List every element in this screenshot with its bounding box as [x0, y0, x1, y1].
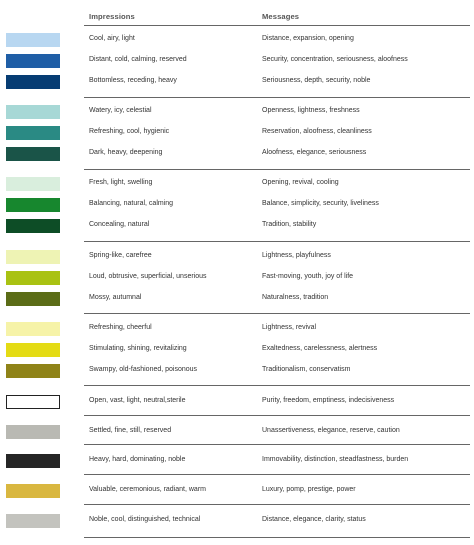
messages-cell: Distance, expansion, opening [262, 35, 354, 42]
messages-cell: Openness, lightness, freshness [262, 107, 360, 114]
impressions-cell: Watery, icy, celestial [89, 107, 152, 114]
impressions-header: Impressions [89, 12, 135, 21]
table-row [0, 511, 474, 531]
messages-cell: Security, concentration, seriousness, aloofness [262, 56, 408, 63]
messages-cell: Immovability, distinction, steadfastness, burden [262, 456, 409, 463]
impressions-cell: Mossy, autumnal [89, 294, 142, 301]
messages-cell: Purity, freedom, emptiness, indecisiveness [262, 397, 395, 404]
group-divider [84, 444, 470, 445]
table-row [0, 123, 474, 143]
messages-cell: Reservation, aloofness, cleanliness [262, 128, 372, 135]
header-divider [84, 25, 470, 26]
impressions-cell: Open, vast, light, neutral,sterile [89, 397, 186, 404]
table-row [0, 144, 474, 164]
table-row [0, 72, 474, 92]
impressions-cell: Loud, obtrusive, superficial, unserious [89, 273, 207, 280]
messages-cell: Traditionalism, conservatism [262, 366, 351, 373]
group-divider [84, 169, 470, 170]
color-swatch [6, 395, 60, 409]
impressions-cell: Settled, fine, still, reserved [89, 427, 172, 434]
table-row [0, 102, 474, 122]
table-row [0, 392, 474, 412]
group-divider [84, 504, 470, 505]
color-swatch [6, 250, 60, 264]
impressions-cell: Refreshing, cheerful [89, 324, 152, 331]
group-divider [84, 474, 470, 475]
messages-cell: Naturalness, tradition [262, 294, 329, 301]
color-swatch [6, 271, 60, 285]
messages-cell: Lightness, revival [262, 324, 317, 331]
impressions-cell: Heavy, hard, dominating, noble [89, 456, 186, 463]
messages-cell: Tradition, stability [262, 221, 317, 228]
group-divider [84, 415, 470, 416]
table-row [0, 422, 474, 442]
messages-cell: Distance, elegance, clarity, status [262, 516, 366, 523]
table-row [0, 319, 474, 339]
group-divider [84, 537, 470, 538]
color-swatch [6, 54, 60, 68]
messages-cell: Opening, revival, cooling [262, 179, 339, 186]
messages-cell: Unassertiveness, elegance, reserve, caution [262, 427, 400, 434]
color-swatch [6, 454, 60, 468]
color-swatch [6, 147, 60, 161]
impressions-cell: Distant, cold, calming, reserved [89, 56, 187, 63]
table-row [0, 361, 474, 381]
impressions-cell: Balancing, natural, calming [89, 200, 174, 207]
impressions-cell: Fresh, light, swelling [89, 179, 153, 186]
impressions-cell: Valuable, ceremonious, radiant, warm [89, 486, 206, 493]
messages-cell: Exaltedness, carelessness, alertness [262, 345, 378, 352]
color-swatch [6, 33, 60, 47]
color-swatch [6, 219, 60, 233]
color-swatch [6, 514, 60, 528]
impressions-cell: Dark, heavy, deepening [89, 149, 163, 156]
color-swatch [6, 105, 60, 119]
color-swatch [6, 292, 60, 306]
table-row [0, 268, 474, 288]
impressions-cell: Cool, airy, light [89, 35, 135, 42]
color-swatch [6, 425, 60, 439]
color-swatch [6, 364, 60, 378]
messages-cell: Fast-moving, youth, joy of life [262, 273, 354, 280]
group-divider [84, 385, 470, 386]
color-swatch [6, 198, 60, 212]
table-row [0, 195, 474, 215]
messages-cell: Luxury, pomp, prestige, power [262, 486, 356, 493]
group-divider [84, 313, 470, 314]
impressions-cell: Stimulating, shining, revitalizing [89, 345, 187, 352]
table-row [0, 51, 474, 71]
messages-cell: Aloofness, elegance, seriousness [262, 149, 367, 156]
impressions-cell: Refreshing, cool, hygienic [89, 128, 170, 135]
color-swatch [6, 126, 60, 140]
color-swatch [6, 177, 60, 191]
color-swatch [6, 75, 60, 89]
table-row [0, 340, 474, 360]
messages-header: Messages [262, 12, 300, 21]
table-row [0, 174, 474, 194]
table-row [0, 247, 474, 267]
impressions-cell: Concealing, natural [89, 221, 150, 228]
impressions-cell: Swampy, old-fashioned, poisonous [89, 366, 198, 373]
table-row [0, 216, 474, 236]
table-row [0, 481, 474, 501]
color-swatch [6, 343, 60, 357]
color-swatch [6, 322, 60, 336]
impressions-cell: Noble, cool, distinguished, technical [89, 516, 201, 523]
messages-cell: Lightness, playfulness [262, 252, 331, 259]
color-swatch [6, 484, 60, 498]
messages-cell: Balance, simplicity, security, liveliness [262, 200, 379, 207]
impressions-cell: Spring-like, carefree [89, 252, 152, 259]
impressions-cell: Bottomless, receding, heavy [89, 77, 177, 84]
table-row [0, 30, 474, 50]
group-divider [84, 97, 470, 98]
messages-cell: Seriousness, depth, security, noble [262, 77, 371, 84]
table-row [0, 451, 474, 471]
table-row [0, 289, 474, 309]
group-divider [84, 241, 470, 242]
